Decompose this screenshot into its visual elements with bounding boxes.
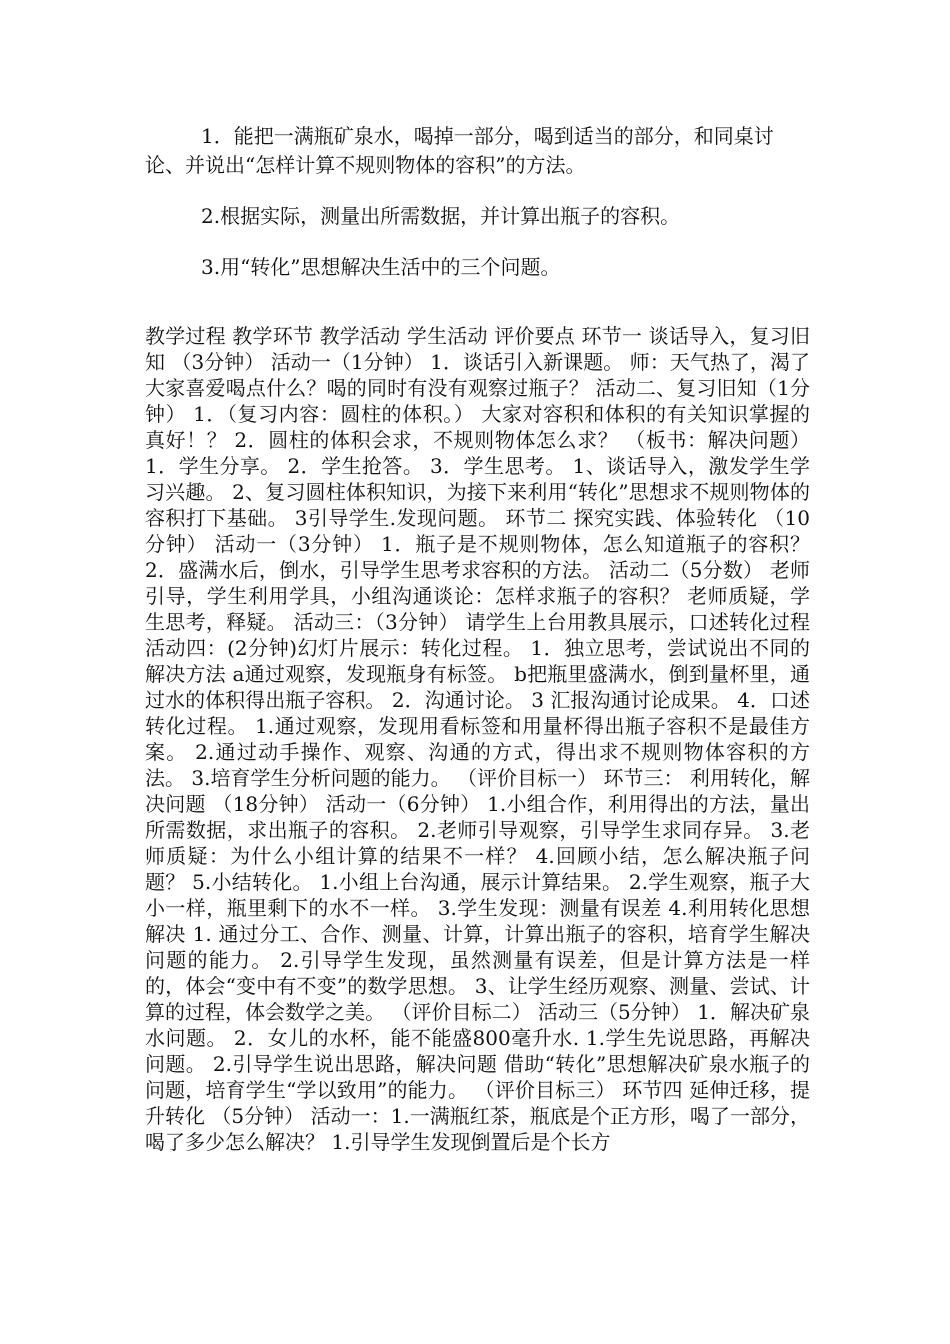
objective-item: 2.根据实际，测量出所需数据，并计算出瓶子的容积。: [201, 204, 681, 228]
teaching-process-section: [145, 323, 810, 1155]
objective-item: 1．能把一满瓶矿泉水，喝掉一部分，喝到适当的部分，和同桌讨论、并说出“怎样计算不规则物体的容积”的方法。: [145, 124, 774, 177]
teaching-objectives: [145, 122, 810, 282]
objective-item: 3.用“转化”思想解决生活中的三个问题。: [201, 255, 561, 279]
teaching-process-text: 教学过程 教学环节 教学活动 学生活动 评价要点 环节一 谈话导入，复习旧知 （3分钟） 活动一（1分钟） 1．谈话引入新课题。 师：天气热了，渴了大家喜爱喝点什么？喝的同时有没有观察过瓶子？ 活动二、复习旧知（1分钟） 1．（复习内容：圆柱的体积。） 大家对容积和体积的有关知识掌握的真好！？ 2．圆柱的体积会求，不规则物体怎么求？ （板书：解决问题） 1．学生分享。 2．学生抢答。 3．学生思考。 1、谈话导入，激发学生学习兴趣。 2、复习圆柱体积知识，为接下来利用“转化”思想求不规则物体的容积打下基础。 3引导学生.发现问题。 环节二 探究实践、体验转化 （10分钟） 活动一（3分钟） 1．瓶子是不规则物体，怎么知道瓶子的容积？ 2．盛满水后，倒水，引导学生思考求容积的方法。 活动二（5分数） 老师引导，学生利用学具，小组沟通谈论：怎样求瓶子的容积？ 老师质疑，学生思考，释疑。 活动三：（3分钟） 请学生上台用教具展示，口述转化过程 活动四：(2分钟)幻灯片展示：转化过程。 1．独立思考，尝试说出不同的解决方法 a通过观察，发现瓶身有标签。 b把瓶里盛满水，倒到量杯里，通过水的体积得出瓶子容积。 2．沟通讨论。 3 汇报沟通讨论成果。 4．口述转化过程。 1.通过观察，发现用看标签和用量杯得出瓶子容积不是最佳方案。 2.通过动手操作、观察、沟通的方式，得出求不规则物体容积的方法。 3.培育学生分析问题的能力。 （评价目标一） 环节三： 利用转化，解决问题 （18分钟） 活动一（6分钟） 1.小组合作，利用得出的方法，量出所需数据，求出瓶子的容积。 2.老师引导观察，引导学生求同存异。 3.老师质疑：为什么小组计算的结果不一样？ 4.回顾小结，怎么解决瓶子问题？ 5.小结转化。 1.小组上台沟通，展示计算结果。 2.学生观察，瓶子大小一样，瓶里剩下的水不一样。 3.学生发现：测量有误差 4.利用转化思想解决 1. 通过分工、合作、测量、计算，计算出瓶子的容积，培育学生解决问题的能力。 2.引导学生发现，虽然测量有误差，但是计算方法是一样的，体会“变中有不变”的数学思想。 3、让学生经历观察、测量、尝试、计算的过程，体会数学之美。 （评价目标二） 活动三（5分钟） 1．解决矿泉水问题。 2．女儿的水杯，能不能盛800毫升水. 1.学生先说思路，再解决问题。 2.引导学生说出思路，解决问题 借助“转化”思想解决矿泉水瓶子的问题，培育学生“学以致用”的能力。 （评价目标三） 环节四 延伸迁移，提升转化 （5分钟） 活动一：1.一满瓶红茶，瓶底是个正方形，喝了一部分，喝了多少怎么解决？ 1.引导学生发现倒置后是个长方: [145, 324, 810, 1154]
